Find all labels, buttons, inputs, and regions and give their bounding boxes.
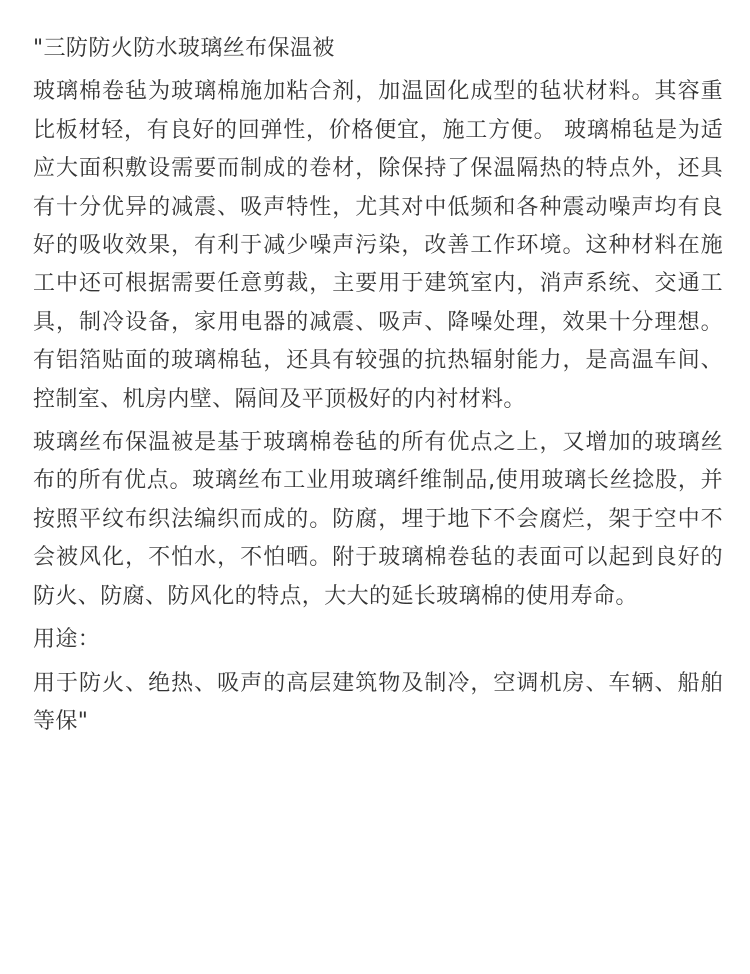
paragraph-glass-wool-felt: 玻璃棉卷毡为玻璃棉施加粘合剂，加温固化成型的毡状材料。其容重比板材轻，有良好的回弹性，价格便宜，施工方便。 玻璃棉毡是为适应大面积敷设需要而制成的卷材，除保持了保温隔热的特点外，还具有十分优异的减震、吸声特性，尤其对中低频和各种震动噪声均有良好的吸收效果，有利于减少噪声污染，改善工作环境。这种材料在施工中还可根据需要任意剪裁，主要用于建筑室内，消声系统、交通工具，制冷设备，家用电器的减震、吸声、降噪处理，效果十分理想。 有铝箔贴面的玻璃棉毡，还具有较强的抗热辐射能力，是高温车间、控制室、机房内壁、隔间及平顶极好的内衬材料。: [33, 79, 723, 412]
paragraph-glass-cloth-blanket: 玻璃丝布保温被是基于玻璃棉卷毡的所有优点之上，又增加的玻璃丝布的所有优点。玻璃丝布工业用玻璃纤维制品,使用玻璃长丝捻股，并按照平纹布织法编织而成的。防腐，埋于地下不会腐烂，架于空中不会被风化，不怕水，不怕晒。附于玻璃棉卷毡的表面可以起到良好的防火、防腐、防风化的特点，大大的延长玻璃棉的使用寿命。: [33, 430, 723, 609]
document-title: "三防防火防水玻璃丝布保温被: [33, 36, 335, 61]
usage-text: 用于防火、绝热、吸声的高层建筑物及制冷，空调机房、车辆、船舶等保": [33, 670, 723, 734]
document-body: [33, 30, 723, 746]
usage-label: 用途：: [33, 627, 101, 653]
